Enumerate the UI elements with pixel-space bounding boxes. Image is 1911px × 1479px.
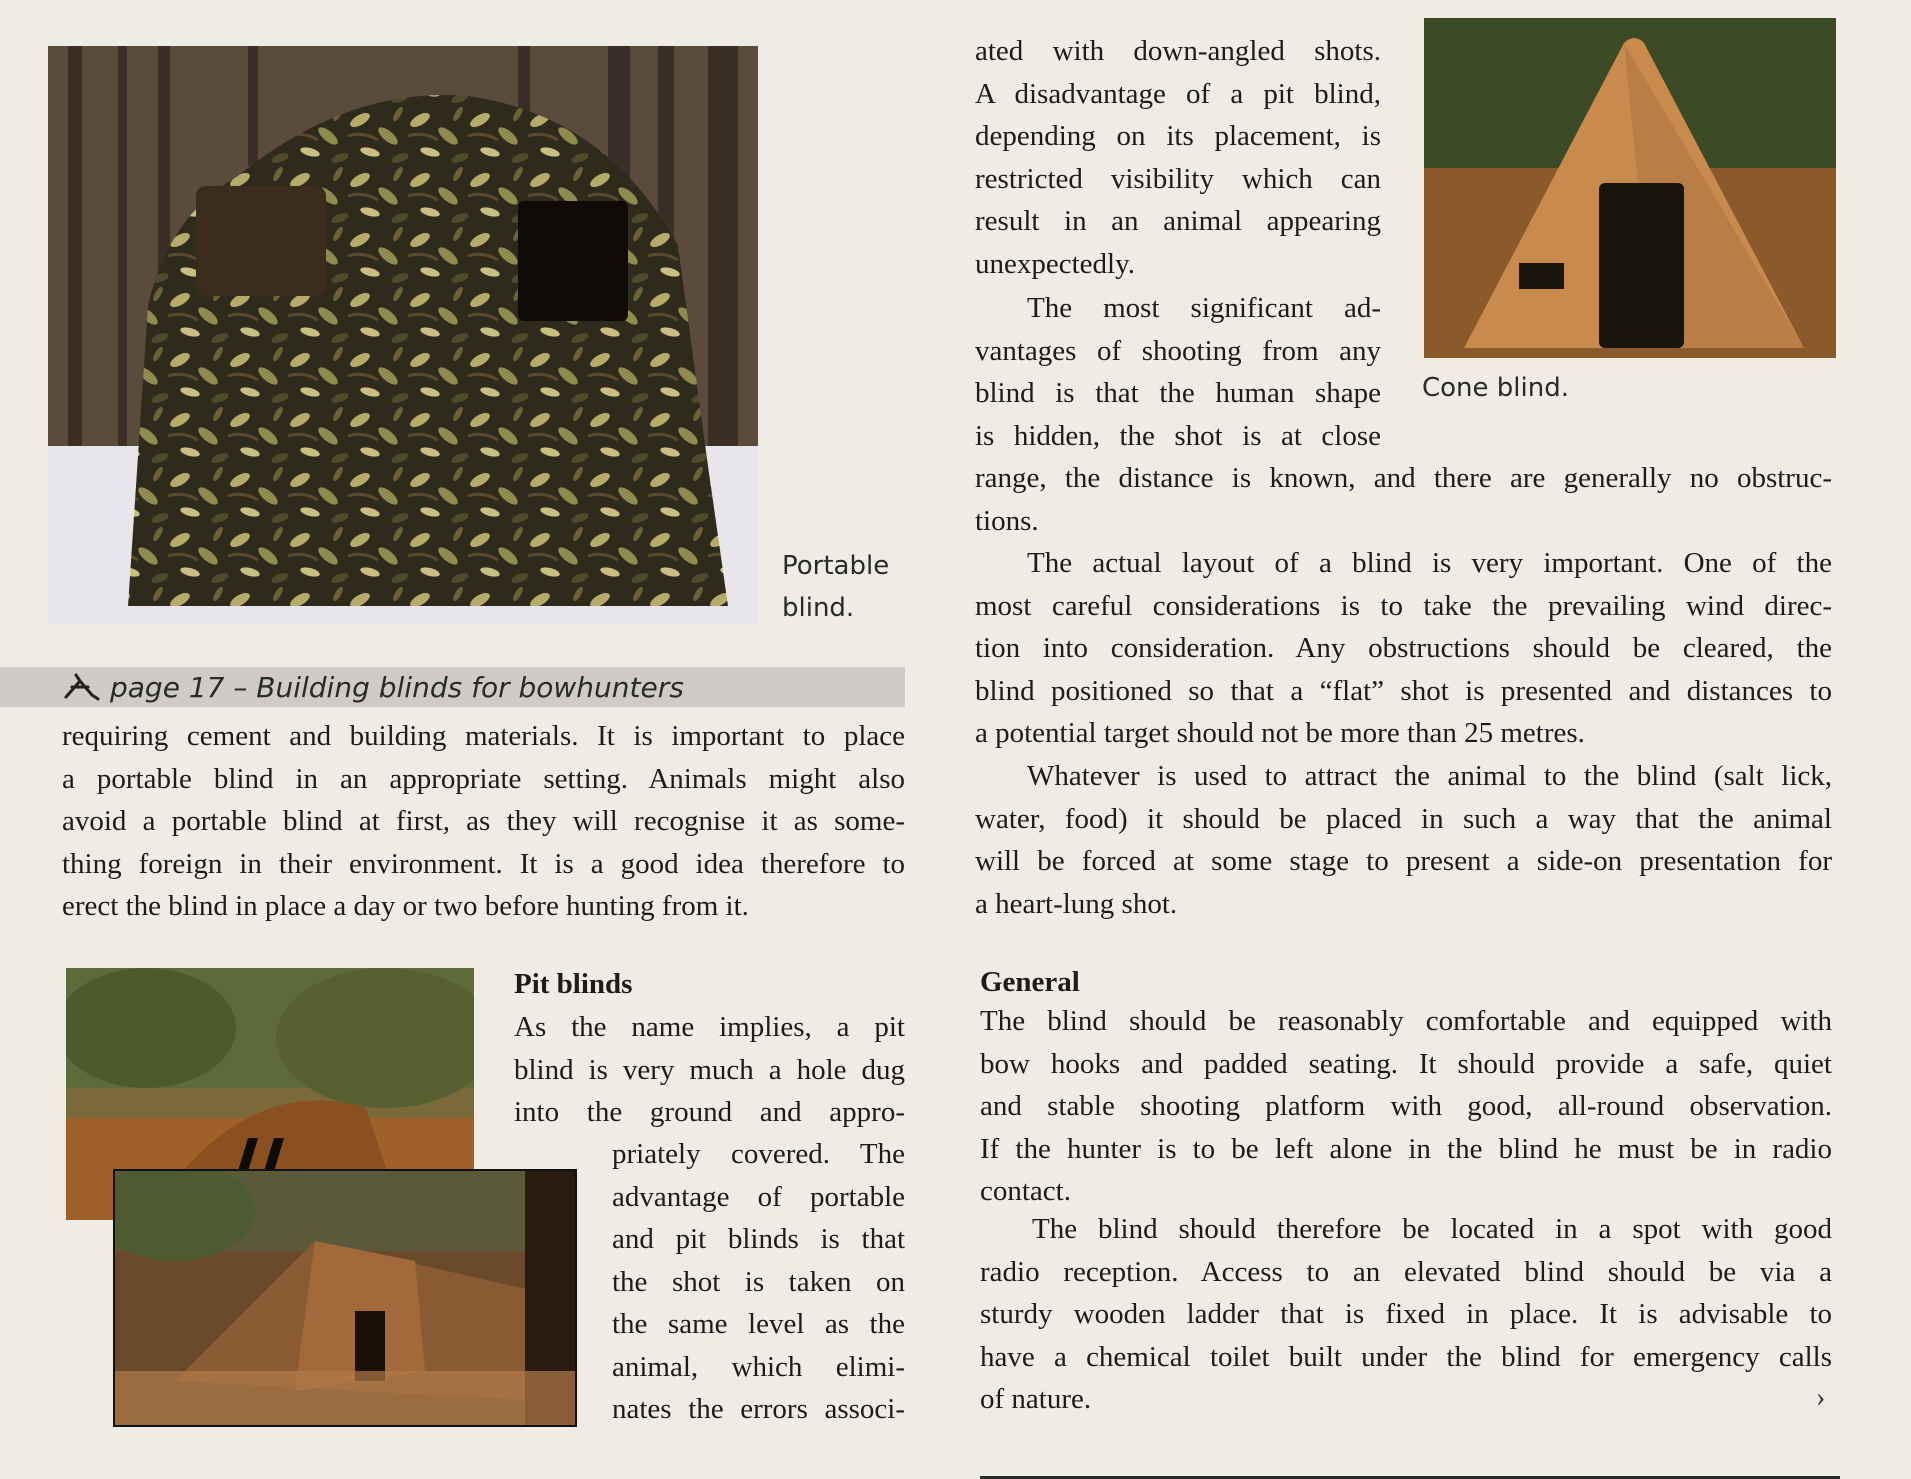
right-paragraph-2-wide: range, the distance is known, and there are generally no obstruc- tions. bbox=[975, 462, 1832, 537]
archer-icon bbox=[62, 671, 102, 703]
pit-blinds-heading: Pit blinds bbox=[514, 968, 633, 1000]
pit-blinds-text-b: priately covered. The advantage of portable and pit blinds is that the shot is taken on the same level as the animal, which elimi- nates the errors associ- bbox=[612, 1138, 905, 1425]
left-paragraph: requiring cement and building materials. It is important to place a portable blind in an appropriate setting. Animals might also avoid a portable blind at first, as they will recognise it as some- thing foreign in their environment. It is a good idea therefore to erect the blind in place a day or two before hunting from it. bbox=[62, 720, 905, 922]
right-paragraph-4: Whatever is used to attract the animal to the blind (salt lick, water, food) it should be placed in such a way that the animal will be forced at some stage to present a side-on presentation for a heart-lung shot. bbox=[975, 760, 1832, 920]
right-paragraph-1: ated with down-angled shots. A disadvantage of a pit blind, depending on its placement, is restricted visibility which can result in an animal appearing unexpectedly. bbox=[975, 35, 1381, 280]
next-page-marker: › bbox=[1816, 1382, 1826, 1413]
right-paragraph-2: The most significant ad- vantages of shooting from any blind is that the human shape is hidden, the shot is at close bbox=[975, 292, 1381, 452]
portable-blind-photo bbox=[48, 46, 758, 624]
pit-blind-photo-bottom bbox=[113, 1169, 577, 1427]
running-head-text: page 17 – Building blinds for bowhunters bbox=[110, 671, 684, 704]
general-paragraph-2: The blind should therefore be located in a spot with good radio reception. Access to an elevated blind should be via a sturdy wooden ladder that is fixed in place. It is advisable to have a chemical toilet built under the blind for emergency calls of nature. bbox=[980, 1213, 1832, 1415]
general-paragraph-1: The blind should be reasonably comfortable and equipped with bow hooks and padded seating. It should provide a safe, quiet and stable shooting platform with good, all-round observation. If the hunter is to be left alone in the blind he must be in radio contact. bbox=[980, 1005, 1832, 1207]
cone-blind-caption: Cone blind. bbox=[1422, 373, 1569, 403]
cone-blind-photo bbox=[1424, 18, 1836, 358]
right-paragraph-3: The actual layout of a blind is very important. One of the most careful considerations is to take the prevailing wind direc- tion into consideration. Any obstructions should be cleared, the blind positioned so that a “flat” shot is presented and distances to a potential target should not be more than 25 metres. bbox=[975, 547, 1832, 749]
pit-blinds-text-a: As the name implies, a pit blind is very much a hole dug into the ground and appro- bbox=[514, 1011, 905, 1128]
general-heading: General bbox=[980, 966, 1080, 998]
running-head bbox=[0, 667, 905, 707]
portable-blind-caption: Portable blind. bbox=[782, 551, 890, 623]
